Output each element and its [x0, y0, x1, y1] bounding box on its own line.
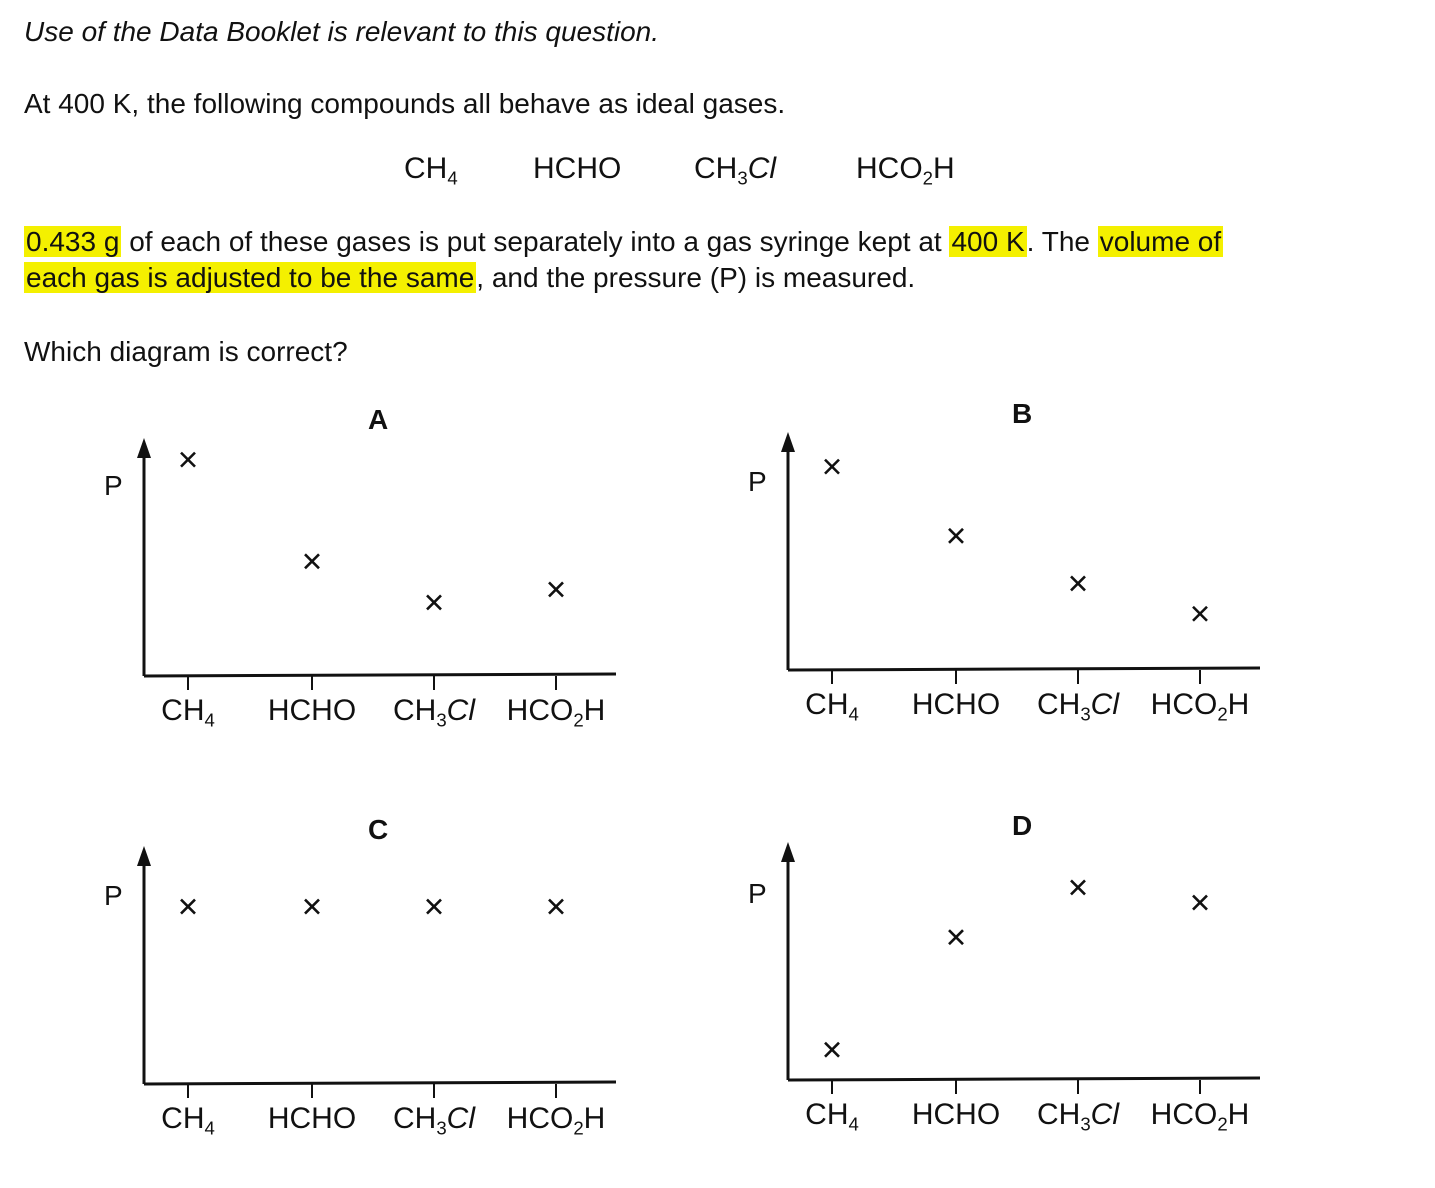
question-text: Which diagram is correct? [24, 336, 348, 367]
data-point-cross [1193, 896, 1207, 910]
data-point-cross [305, 900, 319, 914]
x-tick-label: HCHO [267, 694, 357, 727]
para-text-1: of each of these gases is put separately into a gas syringe kept at [121, 226, 950, 257]
data-point-cross [549, 900, 563, 914]
y-axis-arrow [781, 842, 795, 862]
compound-ch3cl: $CH_3Cl$ [694, 152, 777, 189]
x-tick-label: HCHO [911, 688, 1001, 721]
data-point-cross [549, 582, 563, 596]
x-axis [144, 1082, 616, 1084]
x-tick-label: $CH_4$ [805, 688, 859, 725]
x-tick-label: $CH_3Cl$ [392, 694, 476, 731]
data-point-cross [949, 529, 963, 543]
x-axis [144, 674, 616, 676]
x-tick-label: $CH_4$ [805, 1098, 859, 1135]
chart-letter: D [1012, 810, 1033, 841]
highlight-same-volume: each gas is adjusted to be the same [26, 262, 475, 293]
chart-d [740, 808, 1300, 1168]
x-tick-label: $HCO_2H$ [1150, 688, 1250, 725]
x-axis [788, 1078, 1260, 1080]
compound-hco2h: $HCO_2H$ [856, 152, 955, 189]
x-tick-label: $CH_4$ [161, 1102, 215, 1139]
data-point-cross [949, 930, 963, 944]
compound-hcho: HCHO [533, 152, 622, 185]
statement-text: At 400 K, the following compounds all behave as ideal gases. [24, 88, 786, 119]
data-point-cross [427, 595, 441, 609]
paragraph-line-1 [24, 226, 1223, 258]
data-point-cross [1193, 607, 1207, 621]
data-point-cross [825, 460, 839, 474]
x-tick-label: $CH_3Cl$ [1036, 688, 1120, 725]
x-tick-label: $HCO_2H$ [506, 694, 606, 731]
compound-ch4: $CH_4$ [404, 152, 458, 189]
data-point-cross [1071, 880, 1085, 894]
x-tick-label: HCHO [267, 1102, 357, 1135]
paragraph-line-2 [24, 262, 915, 294]
para-text-3: , and the pressure (P) is measured. [476, 262, 916, 293]
data-point-cross [427, 900, 441, 914]
chart-letter: C [368, 814, 389, 845]
y-axis-label: P [104, 470, 123, 501]
chart-letter: B [1012, 398, 1033, 429]
y-axis-arrow [137, 846, 151, 866]
y-axis-arrow [137, 438, 151, 458]
para-text-2: . The [1026, 226, 1098, 257]
chart-b [740, 398, 1300, 758]
y-axis-arrow [781, 432, 795, 452]
chart-letter: A [368, 404, 389, 435]
data-point-cross [181, 900, 195, 914]
highlight-temperature: 400 K [951, 226, 1025, 257]
chart-a [96, 404, 656, 764]
data-point-cross [305, 554, 319, 568]
data-point-cross [181, 453, 195, 467]
y-axis-label: P [748, 466, 767, 497]
x-axis [788, 668, 1260, 670]
data-point-cross [1071, 576, 1085, 590]
x-tick-label: HCHO [911, 1098, 1001, 1131]
chart-c [96, 812, 656, 1172]
x-tick-label: $HCO_2H$ [1150, 1098, 1250, 1135]
x-tick-label: $HCO_2H$ [506, 1102, 606, 1139]
y-axis-label: P [104, 880, 123, 911]
intro-text: Use of the Data Booklet is relevant to this question. [24, 16, 660, 47]
highlight-mass: 0.433 g [26, 226, 120, 257]
x-tick-label: $CH_3Cl$ [392, 1102, 476, 1139]
x-tick-label: $CH_3Cl$ [1036, 1098, 1120, 1135]
highlight-volume: volume of [1099, 226, 1222, 257]
y-axis-label: P [748, 878, 767, 909]
data-point-cross [825, 1043, 839, 1057]
x-tick-label: $CH_4$ [161, 694, 215, 731]
